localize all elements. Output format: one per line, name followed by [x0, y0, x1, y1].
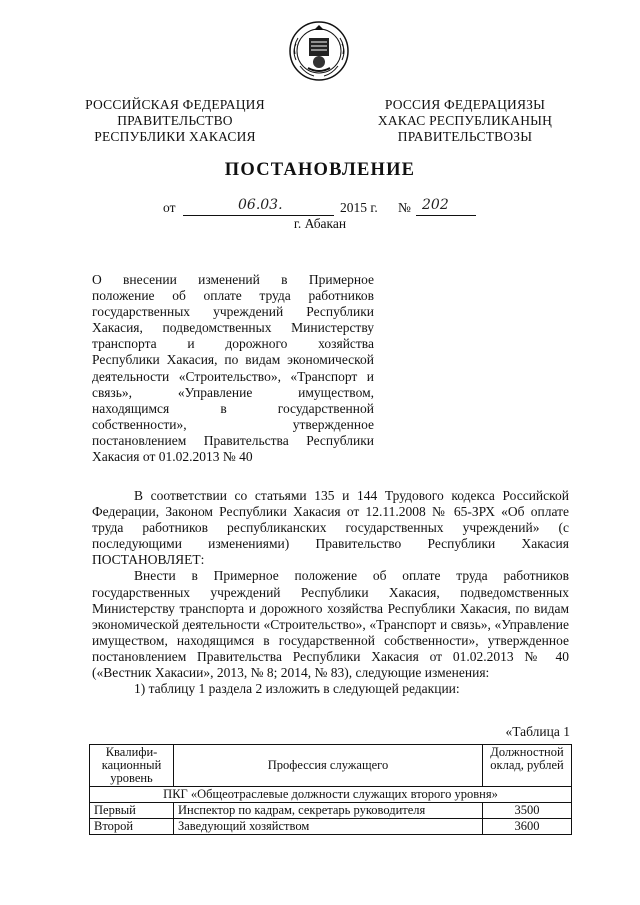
body-paragraph: В соответствии со статьями 135 и 144 Трудового кодекса Российской Федерации, Законом Республики Хакасия от 12.11.2008 № 65-ЗРХ «Об оплате труда работников республиканских государственных учреждений» (с последующими изменениями) Правительство Республики Хакасия ПОСТАНОВЛЯЕТ:: [92, 488, 569, 568]
subject-line: Хакасия, подведомственных Министерству: [92, 320, 374, 336]
header-left-line: ПРАВИТЕЛЬСТВО: [117, 113, 233, 128]
subject-line: положение об оплате труда работников: [92, 288, 374, 304]
table-row: [90, 819, 572, 835]
cell-profession: Заведующий хозяйством: [174, 819, 483, 835]
from-label: от: [163, 200, 176, 215]
table-group-row: [90, 787, 572, 803]
document-body: [92, 488, 569, 697]
table-caption: «Таблица 1: [505, 724, 570, 739]
subject-line: Хакасия от 01.02.2013 № 40: [92, 449, 253, 465]
cell-salary: 3500: [483, 803, 572, 819]
group-cell: ПКГ «Общеотраслевые должности служащих второго уровня»: [90, 787, 572, 803]
header-right-line: РОССИЯ ФЕДЕРАЦИЯЗЫ: [384, 97, 546, 112]
salary-table: [89, 744, 572, 835]
cell-level: Первый: [90, 803, 174, 819]
coat-of-arms-emblem: [288, 20, 350, 82]
handwritten-number: 202: [422, 197, 449, 213]
body-paragraph: 1) таблицу 1 раздела 2 изложить в следующей редакции:: [134, 681, 460, 697]
subject-line: Республики Хакасия, по видам экономической: [92, 352, 374, 368]
subject-line: собственности», утвержденное: [92, 416, 374, 432]
year-text: 2015 г.: [340, 200, 378, 215]
header-left-russian: [70, 97, 280, 145]
header-right-khakas: [365, 97, 565, 145]
subject-line: деятельности «Строительство», «Транспорт и: [92, 368, 374, 384]
table-header-row: [90, 745, 572, 787]
body-paragraph: Внести в Примерное положение об оплате труда работников государственных учреждений Республики Хакасия, подведомственных Министерству транспорта и дорожного хозяйства Республики Хакасия, по видам экономической деятельности «Строительство», «Транспорт и связь», «Управление имуществом, находящимся в государственной собственности», утвержденное постановлением Правительства Республики Хакасия от 01.02.2013 № 40 («Вестник Хакасии», 2013, № 8; 2014, № 83), следующие изменения:: [92, 568, 569, 681]
header-left-line: РОССИЙСКАЯ ФЕДЕРАЦИЯ: [85, 97, 265, 112]
table-row: [90, 803, 572, 819]
hakassia-coat-of-arms-icon: [288, 20, 350, 82]
handwritten-date: 06.03.: [238, 197, 283, 213]
subject-line: связь», «Управление имуществом,: [92, 384, 374, 400]
header-right-line: ХАКАС РЕСПУБЛИКАНЫҢ: [377, 113, 553, 128]
header-right-line: ПРАВИТЕЛЬСТВОЗЫ: [397, 129, 533, 144]
cell-level: Второй: [90, 819, 174, 835]
number-label: №: [398, 200, 411, 215]
subject-line: О внесении изменений в Примерное: [92, 272, 374, 287]
city-line: г. Абакан: [293, 216, 347, 231]
header-cell-profession: Профессия служащего: [174, 745, 483, 787]
subject-line: находящимся в государственной: [92, 400, 374, 416]
subject-line: постановлением Правительства Республики: [92, 432, 374, 448]
header-cell-salary: Должностной оклад, рублей: [483, 745, 572, 787]
cell-profession: Инспектор по кадрам, секретарь руководителя: [174, 803, 483, 819]
document-subject: [92, 272, 374, 465]
cell-salary: 3600: [483, 819, 572, 835]
subject-line: государственных учреждений Республики: [92, 304, 374, 320]
header-cell-level: Квалифи-кационный уровень: [90, 745, 174, 787]
header-left-line: РЕСПУБЛИКИ ХАКАСИЯ: [94, 129, 256, 144]
subject-line: транспорта и дорожного хозяйства: [92, 336, 374, 352]
document-title: ПОСТАНОВЛЕНИЕ: [224, 160, 416, 180]
